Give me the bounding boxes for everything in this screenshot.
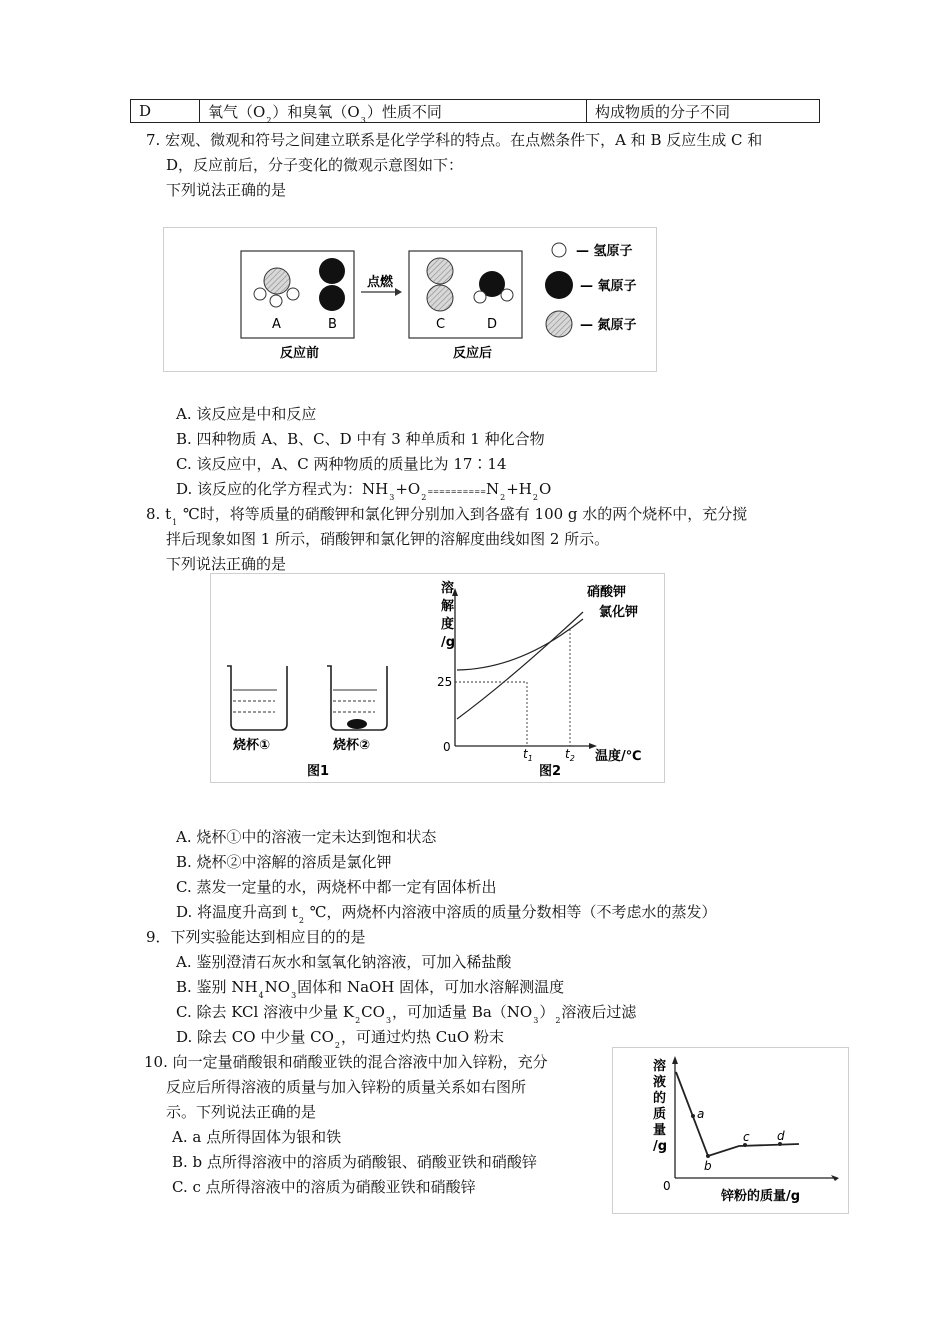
legend-nitrogen-icon — [546, 311, 572, 337]
after-label: 反应后 — [453, 346, 493, 361]
table-cell: 氧气$(O_2)$和臭氧$(O_3)$性质不同 — [200, 100, 587, 123]
q10-figure — [612, 1047, 849, 1214]
table-cell: D — [131, 100, 200, 123]
y-axis-label-2: 解 — [441, 599, 455, 614]
label-a: A — [272, 317, 281, 332]
point-d-label: d — [777, 1129, 785, 1143]
q8-stem-line1: 8. $t_1$ ℃时，将等质量的硝酸钾和氯化钾分别加入到各盛有 100 g 水的两个烧杯中，充分搅 — [146, 505, 748, 527]
q10-stem-line3: 示。下列说法正确的是 — [166, 1103, 317, 1121]
beaker-2 — [327, 666, 387, 730]
q7-figure — [163, 227, 657, 372]
q8-stem-line3: 下列说法正确的是 — [166, 555, 287, 573]
q8-figure — [210, 573, 665, 783]
legend-oxygen-icon — [545, 271, 573, 299]
point-a-label: a — [697, 1107, 705, 1121]
q7-stem-line3: 下列说法正确的是 — [166, 181, 287, 199]
y-axis-label-3: 的 — [653, 1091, 667, 1106]
q10-option-b: B. b 点所得溶液中的溶质为硝酸银、硝酸亚铁和硝酸锌 — [172, 1153, 537, 1171]
ignite-label: 点燃 — [367, 275, 394, 290]
series-label-kcl: 氯化钾 — [599, 605, 639, 620]
q10-stem-line1: 10. 向一定量硝酸银和硝酸亚铁的混合溶液中加入锌粉，充分 — [144, 1053, 548, 1071]
q9-option-d: D. 除去 CO 中少量 $CO_2$，可通过灼热 CuO 粉末 — [176, 1028, 504, 1050]
q7-option-c: C. 该反应中，A、C 两种物质的质量比为 17∶14 — [176, 455, 507, 473]
point-c-label: c — [743, 1130, 750, 1144]
q7-option-d: D. 该反应的化学方程式为：$NH_3+O_2==========N_2+H_2O$ — [176, 480, 552, 502]
molecule-c — [427, 258, 453, 311]
molecule-d — [474, 271, 513, 303]
q10-option-c: C. c 点所得溶液中的溶质为硝酸亚铁和硝酸锌 — [172, 1178, 476, 1196]
q7-option-a: A. 该反应是中和反应 — [176, 405, 317, 423]
table-row — [131, 100, 820, 123]
q7-stem-line1: 7. 宏观、微观和符号之间建立联系是化学学科的特点。在点燃条件下，A 和 B 反应生成 C 和 — [146, 131, 763, 149]
q9-stem: 9．下列实验能达到相应目的的是 — [146, 928, 366, 946]
y-axis-label-6: /g — [653, 1139, 668, 1154]
q9-option-c: C. 除去 KCl 溶液中少量 $K_2CO_3$，可加适量 $Ba(NO_3)_2$溶液后过滤 — [176, 1003, 637, 1025]
q7-stem-line2: D，反应前后，分子变化的微观示意图如下： — [166, 156, 464, 174]
q10-option-a: A. a 点所得固体为银和铁 — [172, 1128, 342, 1146]
y-axis-label-3: 度 — [441, 617, 455, 632]
legend-nitrogen: — 氮原子 — [580, 318, 637, 333]
fig2-label: 图2 — [539, 764, 562, 779]
solubility-chart — [452, 588, 597, 749]
origin-label: 0 — [443, 740, 451, 754]
beaker-1-label: 烧杯① — [233, 738, 271, 753]
q8-stem-line2: 拌后现象如图 1 所示，硝酸钾和氯化钾的溶解度曲线如图 2 所示。 — [166, 530, 610, 548]
y-axis-label-4: 质 — [653, 1107, 667, 1122]
y-axis-label-4: /g — [441, 635, 456, 650]
q8-option-d: D. 将温度升高到 $t_2$ ℃，两烧杯内溶液中溶质的质量分数相等（不考虑水的蒸发） — [176, 903, 717, 925]
q9-option-b: B. 鉴别 $NH_4NO_3$固体和 NaOH 固体，可加水溶解测温度 — [176, 978, 565, 1000]
comparison-table — [130, 99, 820, 123]
q8-option-a: A. 烧杯①中的溶液一定未达到饱和状态 — [176, 828, 437, 846]
y-axis-label-2: 液 — [653, 1075, 667, 1090]
y-tick-25: 25 — [437, 675, 453, 689]
fig1-label: 图1 — [307, 764, 330, 779]
point-a — [691, 1114, 695, 1118]
legend-hydrogen-icon — [552, 243, 566, 257]
legend-oxygen: — 氧原子 — [580, 279, 637, 294]
q8-option-b: B. 烧杯②中溶解的溶质是氯化钾 — [176, 853, 392, 871]
x-tick-t1: $t_1$ — [523, 747, 533, 763]
point-b-label: b — [704, 1159, 712, 1173]
y-axis-label-5: 量 — [653, 1123, 667, 1138]
q9-option-a: A. 鉴别澄清石灰水和氢氧化钠溶液，可加入稀盐酸 — [176, 953, 512, 971]
x-axis-label: 锌粉的质量/g — [721, 1189, 801, 1204]
label-b: B — [328, 317, 337, 332]
series-label-kno3: 硝酸钾 — [587, 585, 627, 600]
point-b — [706, 1154, 710, 1158]
molecule-b — [319, 258, 345, 311]
molecule-a — [254, 268, 299, 307]
label-d: D — [487, 317, 498, 332]
q7-option-b: B. 四种物质 A、B、C、D 中有 3 种单质和 1 种化合物 — [176, 430, 545, 448]
beaker-2-label: 烧杯② — [333, 738, 371, 753]
q10-stem-line2: 反应后所得溶液的质量与加入锌粉的质量关系如右图所 — [166, 1078, 527, 1096]
table-cell: 构成物质的分子不同 — [587, 100, 820, 123]
origin-label: 0 — [663, 1179, 671, 1193]
y-axis-label-1: 溶 — [441, 581, 455, 596]
legend-hydrogen: — 氢原子 — [576, 244, 633, 259]
beaker-1 — [227, 666, 287, 730]
y-axis-label-1: 溶 — [653, 1059, 667, 1074]
kcl-curve — [457, 619, 583, 670]
x-axis-label: 温度/℃ — [595, 749, 642, 764]
label-c: C — [436, 317, 446, 332]
x-tick-t2: $t_2$ — [565, 747, 575, 763]
before-label: 反应前 — [280, 346, 320, 361]
q8-option-c: C. 蒸发一定量的水，两烧杯中都一定有固体析出 — [176, 878, 497, 896]
kno3-curve — [457, 612, 583, 719]
